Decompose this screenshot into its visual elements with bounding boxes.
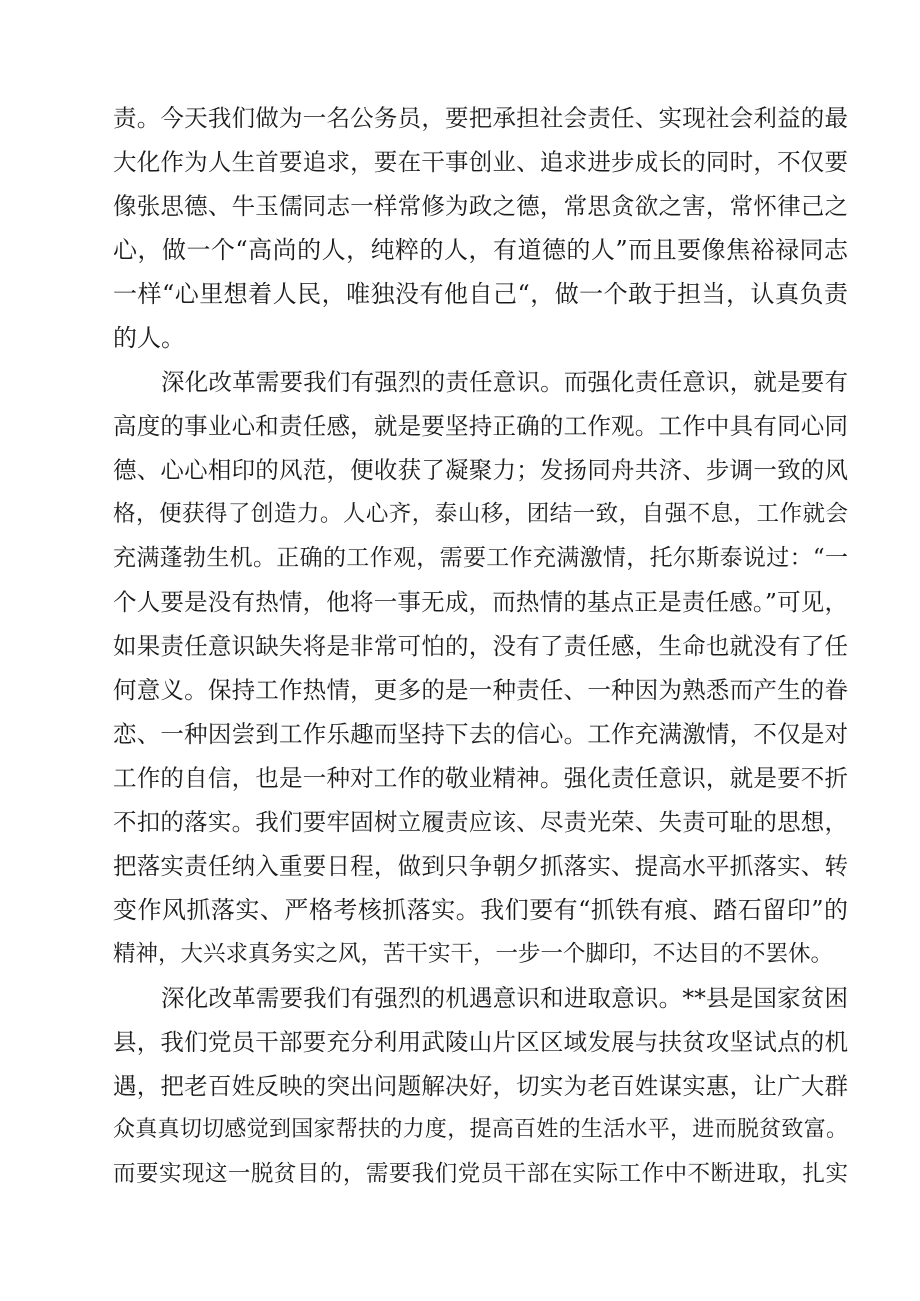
text-line: 心，做一个“高尚的人，纯粹的人，有道德的人”而且要像焦裕禄同志 bbox=[113, 236, 848, 264]
text-line: 高度的事业心和责任感，就是要坚持正确的工作观。工作中具有同心同 bbox=[113, 412, 848, 440]
text-line: 而要实现这一脱贫目的，需要我们党员干部在实际工作中不断进取，扎实 bbox=[113, 1161, 848, 1187]
text-line: 充满蓬勃生机。正确的工作观，需要工作充满激情，托尔斯泰说过：“一 bbox=[113, 545, 848, 571]
text-line: 县，我们党员干部要充分利用武陵山片区区域发展与扶贫攻坚试点的机 bbox=[113, 1028, 848, 1056]
text-line: 个人要是没有热情，他将一事无成，而热情的基点正是责任感。”可见， bbox=[113, 588, 848, 616]
text-line: 格，便获得了创造力。人心齐，泰山移，团结一致，自强不息，工作就会 bbox=[113, 501, 848, 527]
text-line: 变作风抓落实、严格考核抓落实。我们要有“抓铁有痕、踏石留印”的 bbox=[113, 896, 848, 924]
text-line: 众真真切切感觉到国家帮扶的力度，提高百姓的生活水平，进而脱贫致富。 bbox=[113, 1117, 848, 1142]
paragraph-first-line: 深化改革需要我们有强烈的责任意识。而强化责任意识，就是要有 bbox=[161, 368, 848, 396]
text-line: 把落实责任纳入重要日程，做到只争朝夕抓落实、提高水平抓落实、转 bbox=[113, 852, 848, 880]
text-line: 不扣的落实。我们要牢固树立履责应该、尽责光荣、失责可耻的思想， bbox=[113, 808, 848, 836]
text-line: 责。今天我们做为一名公务员，要把承担社会责任、实现社会利益的最 bbox=[113, 104, 848, 132]
text-line: 一样“心里想着人民，唯独没有他自己“，做一个敢于担当，认真负责 bbox=[113, 280, 848, 308]
text-line: 遇，把老百姓反映的突出问题解决好，切实为老百姓谋实惠，让广大群 bbox=[113, 1072, 848, 1100]
text-line: 德、心心相印的风范，便收获了凝聚力；发扬同舟共济、步调一致的风 bbox=[113, 456, 848, 484]
text-line: 如果责任意识缺失将是非常可怕的，没有了责任感，生命也就没有了任 bbox=[113, 632, 848, 660]
text-line: 工作的自信，也是一种对工作的敬业精神。强化责任意识，就是要不折 bbox=[113, 764, 848, 792]
text-line: 大化作为人生首要追求，要在干事创业、追求进步成长的同时，不仅要 bbox=[113, 148, 848, 176]
text-line: 何意义。保持工作热情，更多的是一种责任、一种因为熟悉而产生的眷 bbox=[113, 676, 848, 704]
text-line: 精神，大兴求真务实之风，苦干实干，一步一个脚印，不达目的不罢休。 bbox=[113, 941, 834, 967]
text-line: 像张思德、牛玉儒同志一样常修为政之德，常思贪欲之害，常怀律己之 bbox=[113, 192, 848, 220]
text-line: 恋、一种因尝到工作乐趣而坚持下去的信心。工作充满激情，不仅是对 bbox=[113, 720, 848, 748]
paragraph-first-line: 深化改革需要我们有强烈的机遇意识和进取意识。**县是国家贫困 bbox=[161, 984, 848, 1012]
text-line: 的人。 bbox=[113, 324, 185, 352]
